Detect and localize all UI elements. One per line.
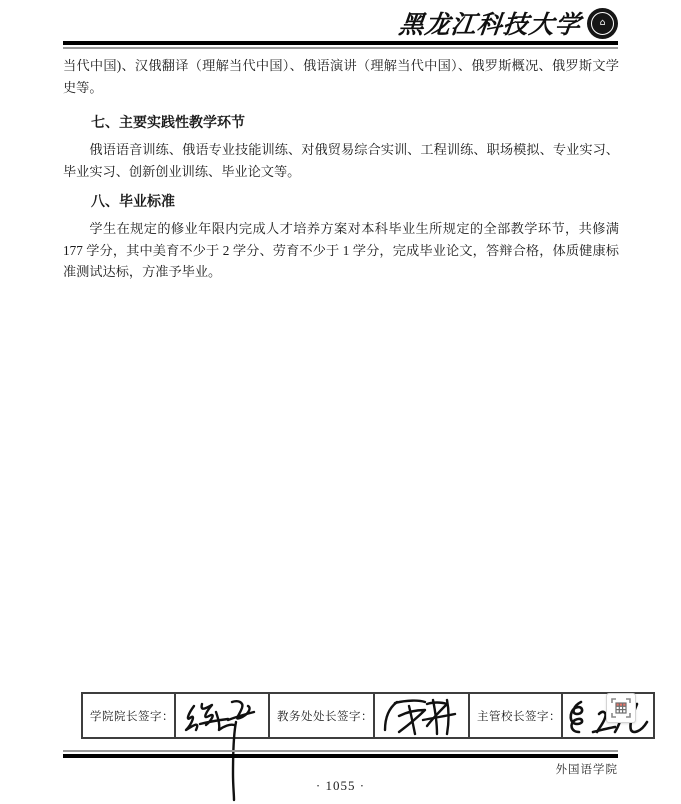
university-seal-glyph: ⌂ — [599, 17, 606, 28]
footer-page-number: · 1055 · — [315, 778, 366, 793]
table-select-icon[interactable] — [606, 693, 636, 723]
paragraph-continuation: 当代中国)、汉俄翻译（理解当代中国）、俄语演讲（理解当代中国）、俄罗斯概况、俄罗斯文学史等。 — [63, 58, 619, 95]
section-paragraph-8: 学生在规定的修业年限内完成人才培养方案对本科毕业生所规定的全部教学环节，共修满 177 学分，其中美育不少于 2 学分、劳育不少于 1 学分，完成毕业论文，答辩合格，体质健康标准测试达标，方准予毕业。 — [63, 221, 619, 279]
header-logo — [63, 6, 618, 40]
registrar-signature-cell — [374, 693, 469, 738]
registrar-signature-handwriting — [375, 694, 467, 739]
section-heading-7: 七、主要实践性教学环节 — [91, 114, 245, 130]
dean-signature-label: 学院院长签字： — [82, 693, 175, 738]
signature-table-row — [82, 693, 654, 738]
footer-department: 外国语学院 — [555, 764, 618, 776]
page-body-text — [63, 55, 619, 283]
university-seal-inner-ring — [591, 12, 614, 35]
registrar-signature-label: 教务处处长签字： — [269, 693, 374, 738]
section-paragraph-7: 俄语语音训练、俄语专业技能训练、对俄贸易综合实训、工程训练、职场模拟、专业实习、毕业实习、创新创业训练、毕业论文等。 — [63, 142, 619, 179]
section-heading-8: 八、毕业标准 — [91, 193, 175, 209]
signature-table — [81, 692, 655, 739]
header-rule-thin — [63, 47, 618, 49]
dean-signature-cell — [175, 693, 269, 738]
footer-rule-thin — [63, 750, 618, 752]
university-name-calligraphy: 黑龙江科技大学 — [397, 10, 583, 39]
table-select-glyph — [610, 697, 632, 719]
president-signature-label: 主管校长签字： — [469, 693, 562, 738]
header-rule-thick — [63, 41, 618, 45]
footer-rule-thick — [63, 754, 618, 758]
university-seal-icon — [587, 8, 618, 39]
